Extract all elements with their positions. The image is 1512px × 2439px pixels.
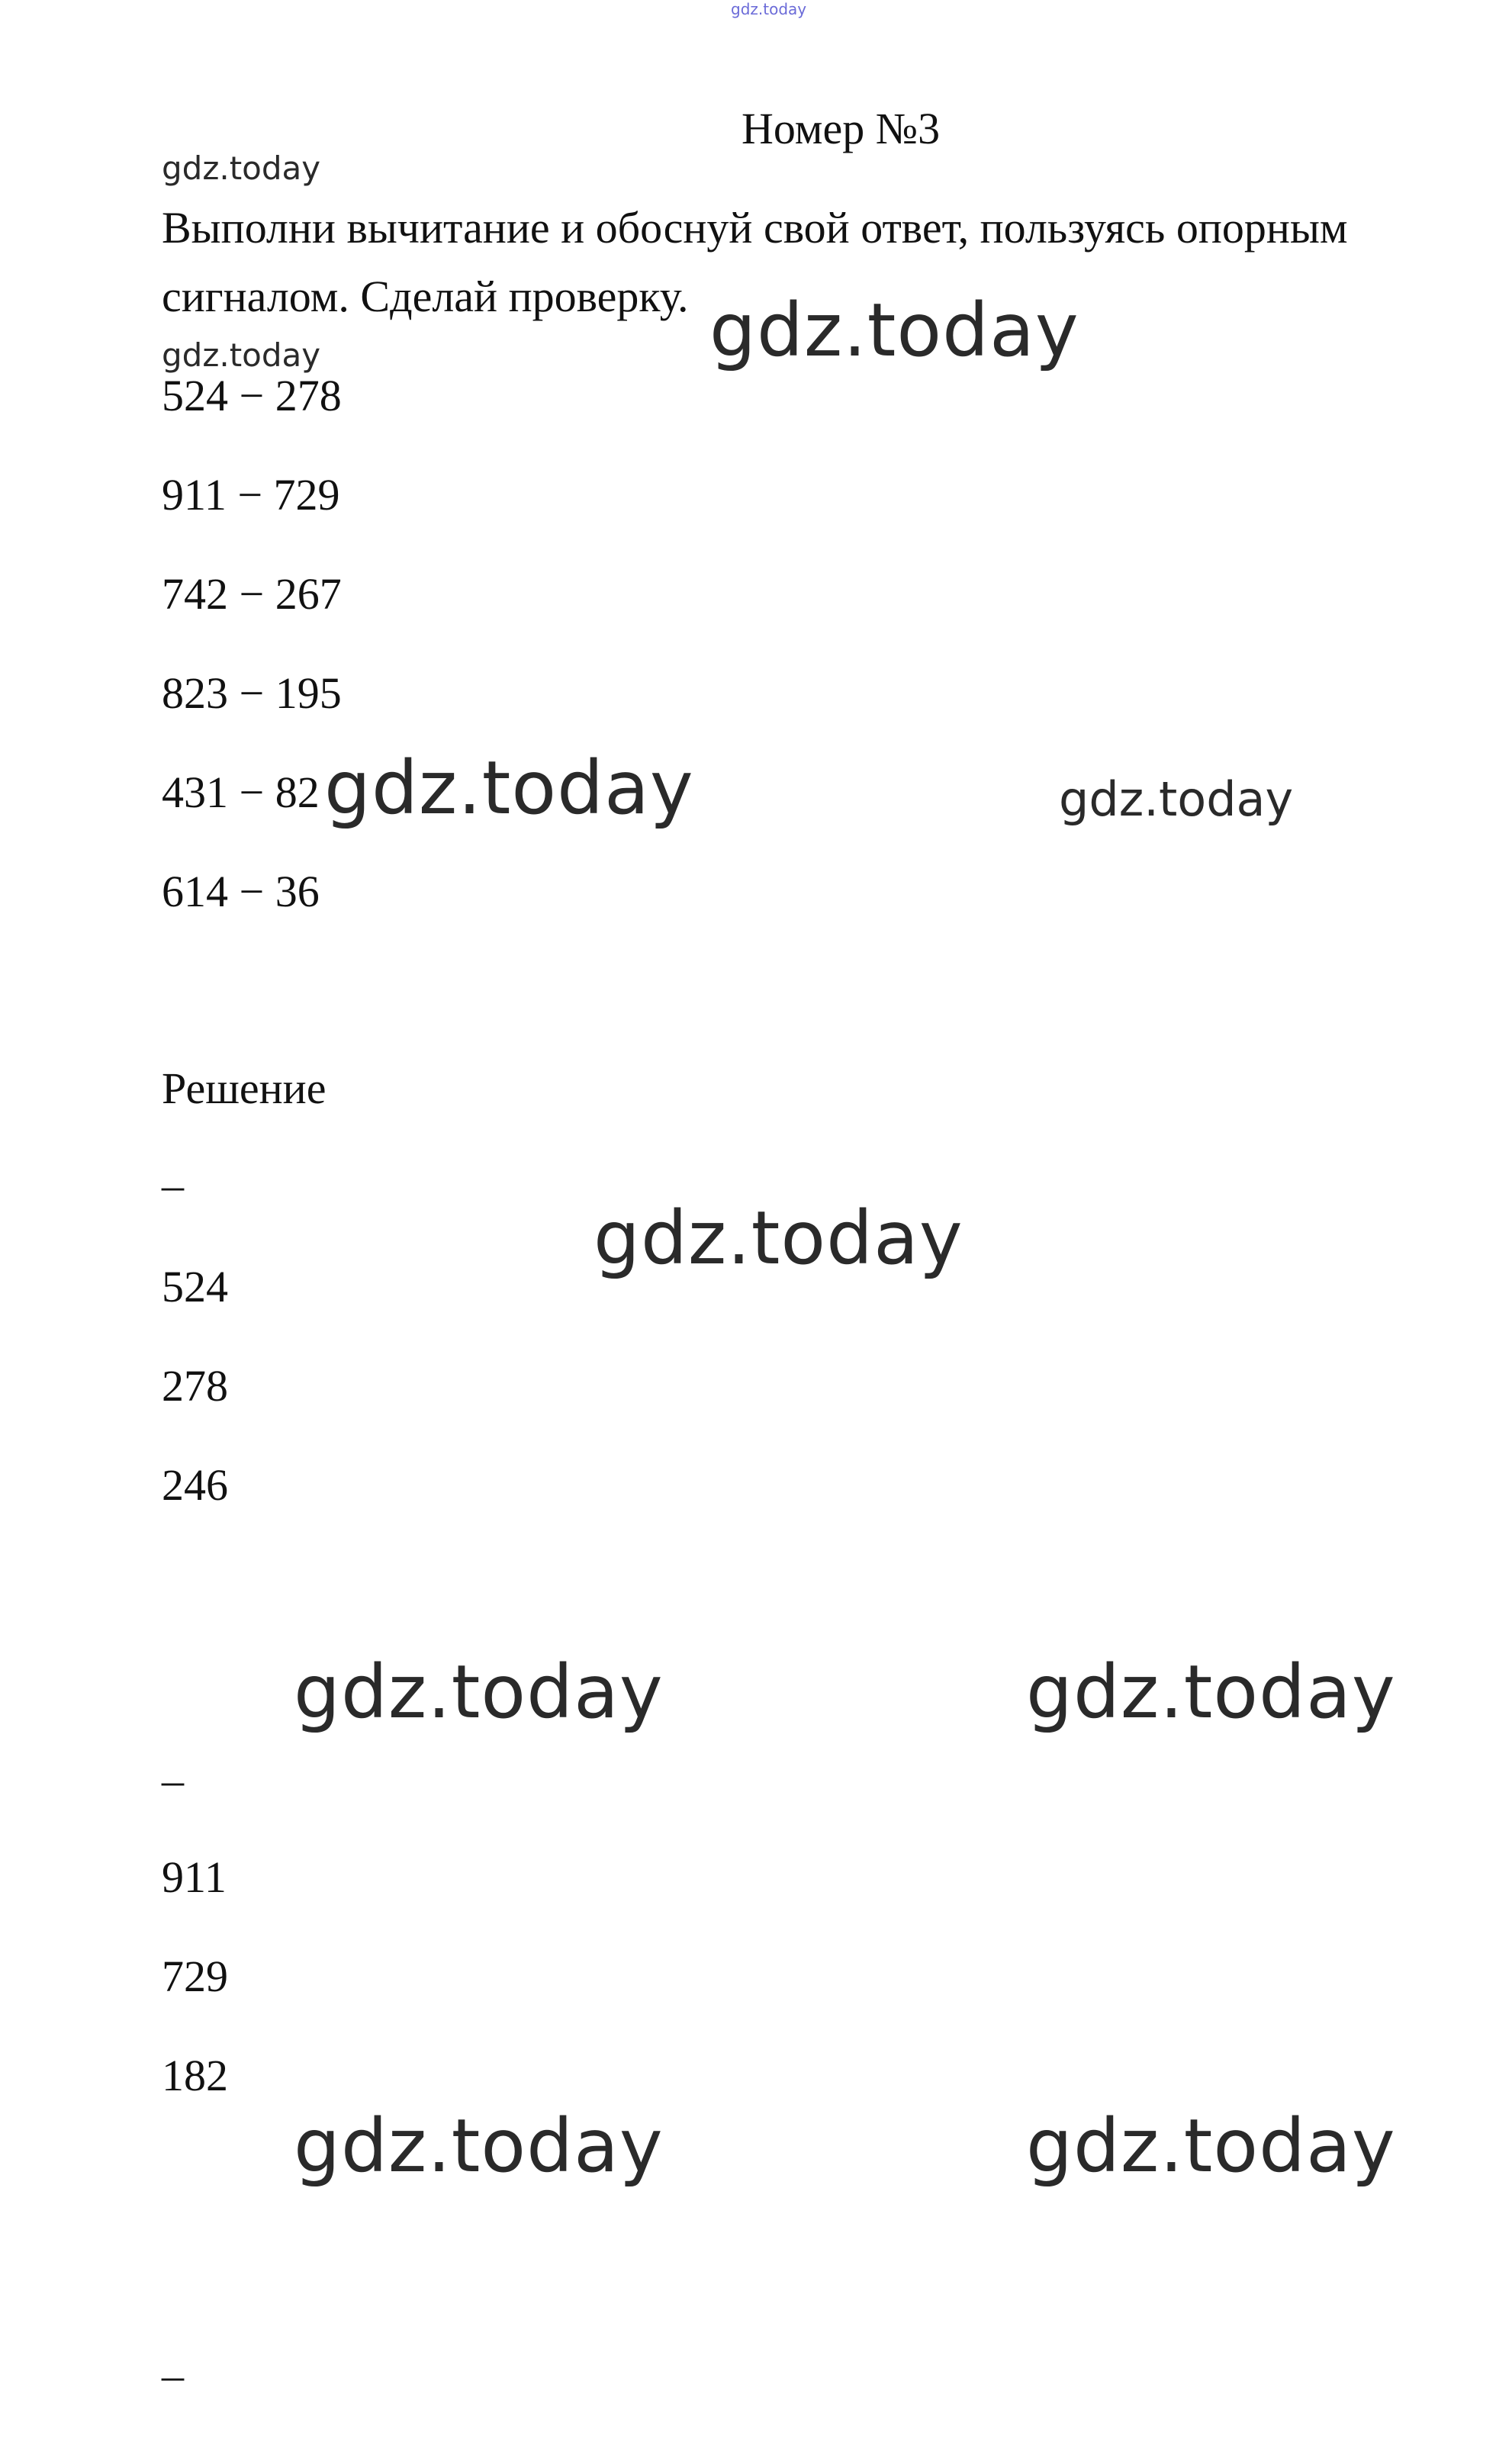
minuend: 524 xyxy=(162,1262,228,1311)
page-title: Номер №3 xyxy=(742,104,941,153)
header-watermark: gdz.today xyxy=(731,0,807,18)
expression-item: 742 − 267 xyxy=(162,569,342,619)
task-line-1: Выполни вычитание и обоснуй свой ответ, пользуясь опорным xyxy=(162,203,1348,253)
watermark-medium: gdz.today xyxy=(1059,771,1294,827)
minuend: 911 xyxy=(162,1852,227,1902)
solution-label: Решение xyxy=(162,1063,327,1113)
watermark-large: gdz.today xyxy=(294,1649,664,1735)
watermark-large: gdz.today xyxy=(324,745,694,831)
watermark-large: gdz.today xyxy=(594,1195,963,1281)
task-line-2: сигналом. Сделай проверку. xyxy=(162,272,689,321)
minus-sign: _ xyxy=(162,2335,184,2385)
watermark-large: gdz.today xyxy=(1026,1649,1396,1735)
difference: 182 xyxy=(162,2051,228,2100)
expression-item: 524 − 278 xyxy=(162,371,342,420)
difference: 246 xyxy=(162,1460,228,1510)
subtrahend: 729 xyxy=(162,1952,228,2001)
minus-sign: _ xyxy=(162,1740,184,1790)
minus-sign: _ xyxy=(162,1145,184,1195)
watermark-small: gdz.today xyxy=(162,336,321,374)
watermark-large: gdz.today xyxy=(709,288,1079,373)
subtrahend: 278 xyxy=(162,1361,228,1411)
expression-item: 614 − 36 xyxy=(162,867,320,916)
watermark-large: gdz.today xyxy=(294,2103,664,2189)
expression-item: 823 − 195 xyxy=(162,668,342,718)
expression-item: 431 − 82 xyxy=(162,767,320,817)
watermark-small: gdz.today xyxy=(162,150,321,187)
expression-item: 911 − 729 xyxy=(162,470,340,520)
watermark-large: gdz.today xyxy=(1026,2103,1396,2189)
